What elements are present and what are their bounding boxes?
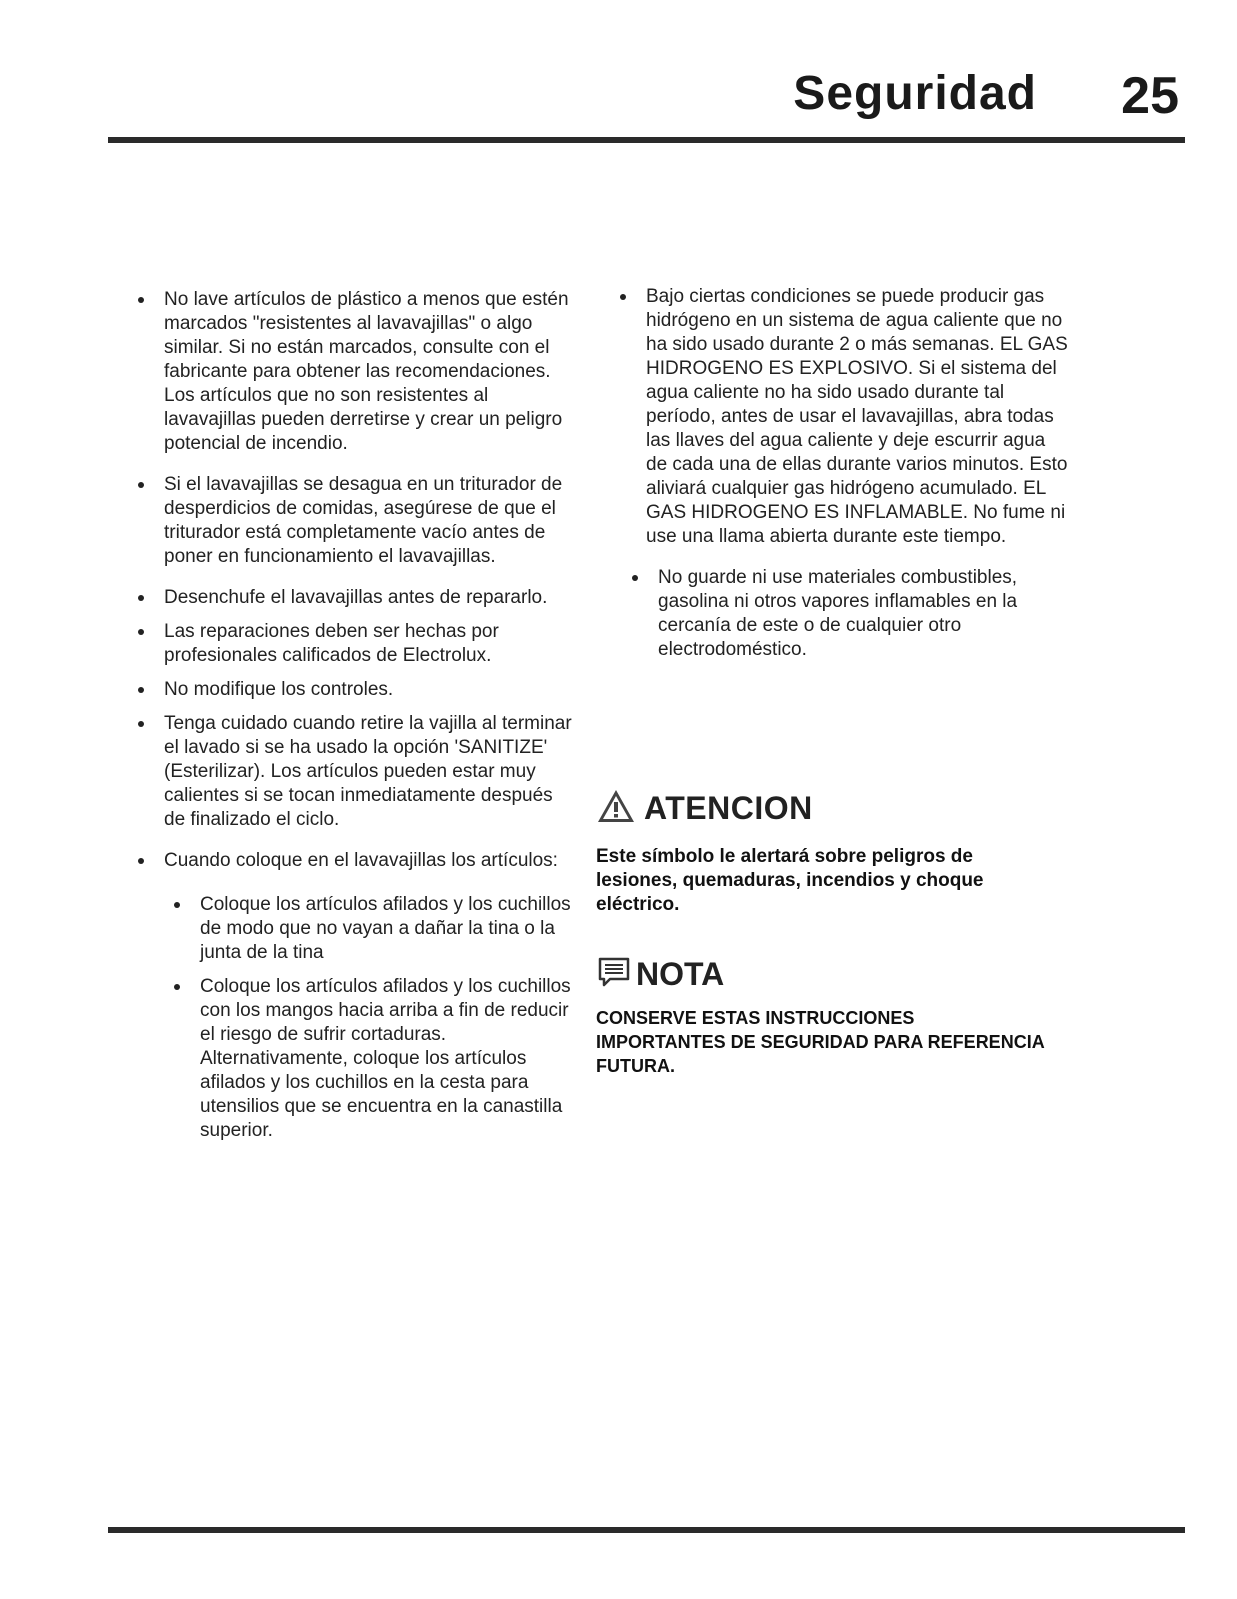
note-icon [596,955,632,994]
sub-list-item [174,975,578,1143]
nota-title: NOTA [636,956,725,992]
page-number: 25 [1121,67,1179,125]
atencion-text: Este símbolo le alertará sobre peligros de lesiones, quemaduras, incendios y choque eléctrico. [596,846,984,915]
list-item-text: No lave artículos de plástico a menos que estén marcados "resistentes al lavavajillas" o algo similar. Si no están marcados, consulte con el fabricante para obtener las recomendaciones. Los artículos que no son resistentes al lavavajillas pueden derretirse y crear un peligro potencial de incendio. [164,289,569,454]
list-item [138,586,578,610]
bullet-icon [632,575,638,581]
list-item [138,620,578,668]
page-title: Seguridad [793,67,1037,120]
warning-triangle-icon [596,788,636,829]
header-rule [108,137,1185,143]
bullet-icon [138,721,144,727]
bullet-icon [138,687,144,693]
list-item-text: No guarde ni use materiales combustibles, gasolina ni otros vapores inflamables en la cercanía de este o de cualquier otro electrodoméstico. [658,567,1018,660]
bullet-icon [138,482,144,488]
list-item-text: Coloque los artículos afilados y los cuchillos con los mangos hacia arriba a fin de reducir el riesgo de sufrir cortaduras. Alternativamente, coloque los artículos afilados y los cuchillos en la cesta para utensilios que se encuentra en la canastilla superior. [200,976,571,1141]
atencion-heading [596,788,1046,829]
bullet-icon [138,629,144,635]
list-item [138,288,578,456]
list-item [632,566,1070,662]
list-item [138,712,578,832]
list-item-text: Coloque los artículos afilados y los cuchillos de modo que no vayan a dañar la tina o la junta de la tina [200,894,571,963]
list-item [138,849,578,1143]
sub-bullet-list [174,893,578,1143]
footer-rule [108,1527,1185,1533]
right-column [620,285,1070,679]
bullet-icon [138,297,144,303]
nota-text: CONSERVE ESTAS INSTRUCCIONES IMPORTANTES DE SEGURIDAD PARA REFERENCIA FUTURA. [596,1008,1045,1076]
nota-heading [596,955,1046,994]
bullet-icon [138,858,144,864]
list-item-text: No modifique los controles. [164,679,394,700]
right-bullet-list [620,285,1070,662]
list-item-text: Bajo ciertas condiciones se puede producir gas hidrógeno en un sistema de agua caliente que no ha sido usado durante 2 o más semanas. EL GAS HIDROGENO ES EXPLOSIVO. Si el sistema del agua caliente no ha sido usado durante tal período, antes de usar el lavavajillas, abra todas las llaves del agua caliente y deje escurrir agua de cada una de ellas durante varios minutos. Esto aliviará cualquier gas hidrógeno acumulado. EL GAS HIDROGENO ES INFLAMABLE. No fume ni use una llama abierta durante este tiempo. [646,286,1068,547]
list-item-text: Las reparaciones deben ser hechas por profesionales calificados de Electrolux. [164,621,499,666]
list-item-text: Si el lavavajillas se desagua en un triturador de desperdicios de comidas, asegúrese de que el triturador está completamente vacío antes de poner en funcionamiento el lavavajillas. [164,474,563,567]
bullet-icon [620,294,626,300]
atencion-box [596,788,1046,917]
bullet-icon [174,984,180,990]
bullet-icon [138,595,144,601]
atencion-title: ATENCION [644,790,813,826]
list-item [138,678,578,702]
list-item [620,285,1070,549]
left-column [138,288,578,1160]
sub-list-item [174,893,578,965]
left-bullet-list [138,288,578,1143]
list-item-text: Cuando coloque en el lavavajillas los artículos: [164,850,558,871]
nota-box [596,955,1046,1078]
bullet-icon [174,902,180,908]
list-item [138,473,578,569]
list-item-text: Tenga cuidado cuando retire la vajilla al terminar el lavado si se ha usado la opción 'SANITIZE' (Esterilizar). Los artículos pueden estar muy calientes si se tocan inmediatamente después de finalizado el ciclo. [164,713,572,830]
list-item-text: Desenchufe el lavavajillas antes de repararlo. [164,587,548,608]
